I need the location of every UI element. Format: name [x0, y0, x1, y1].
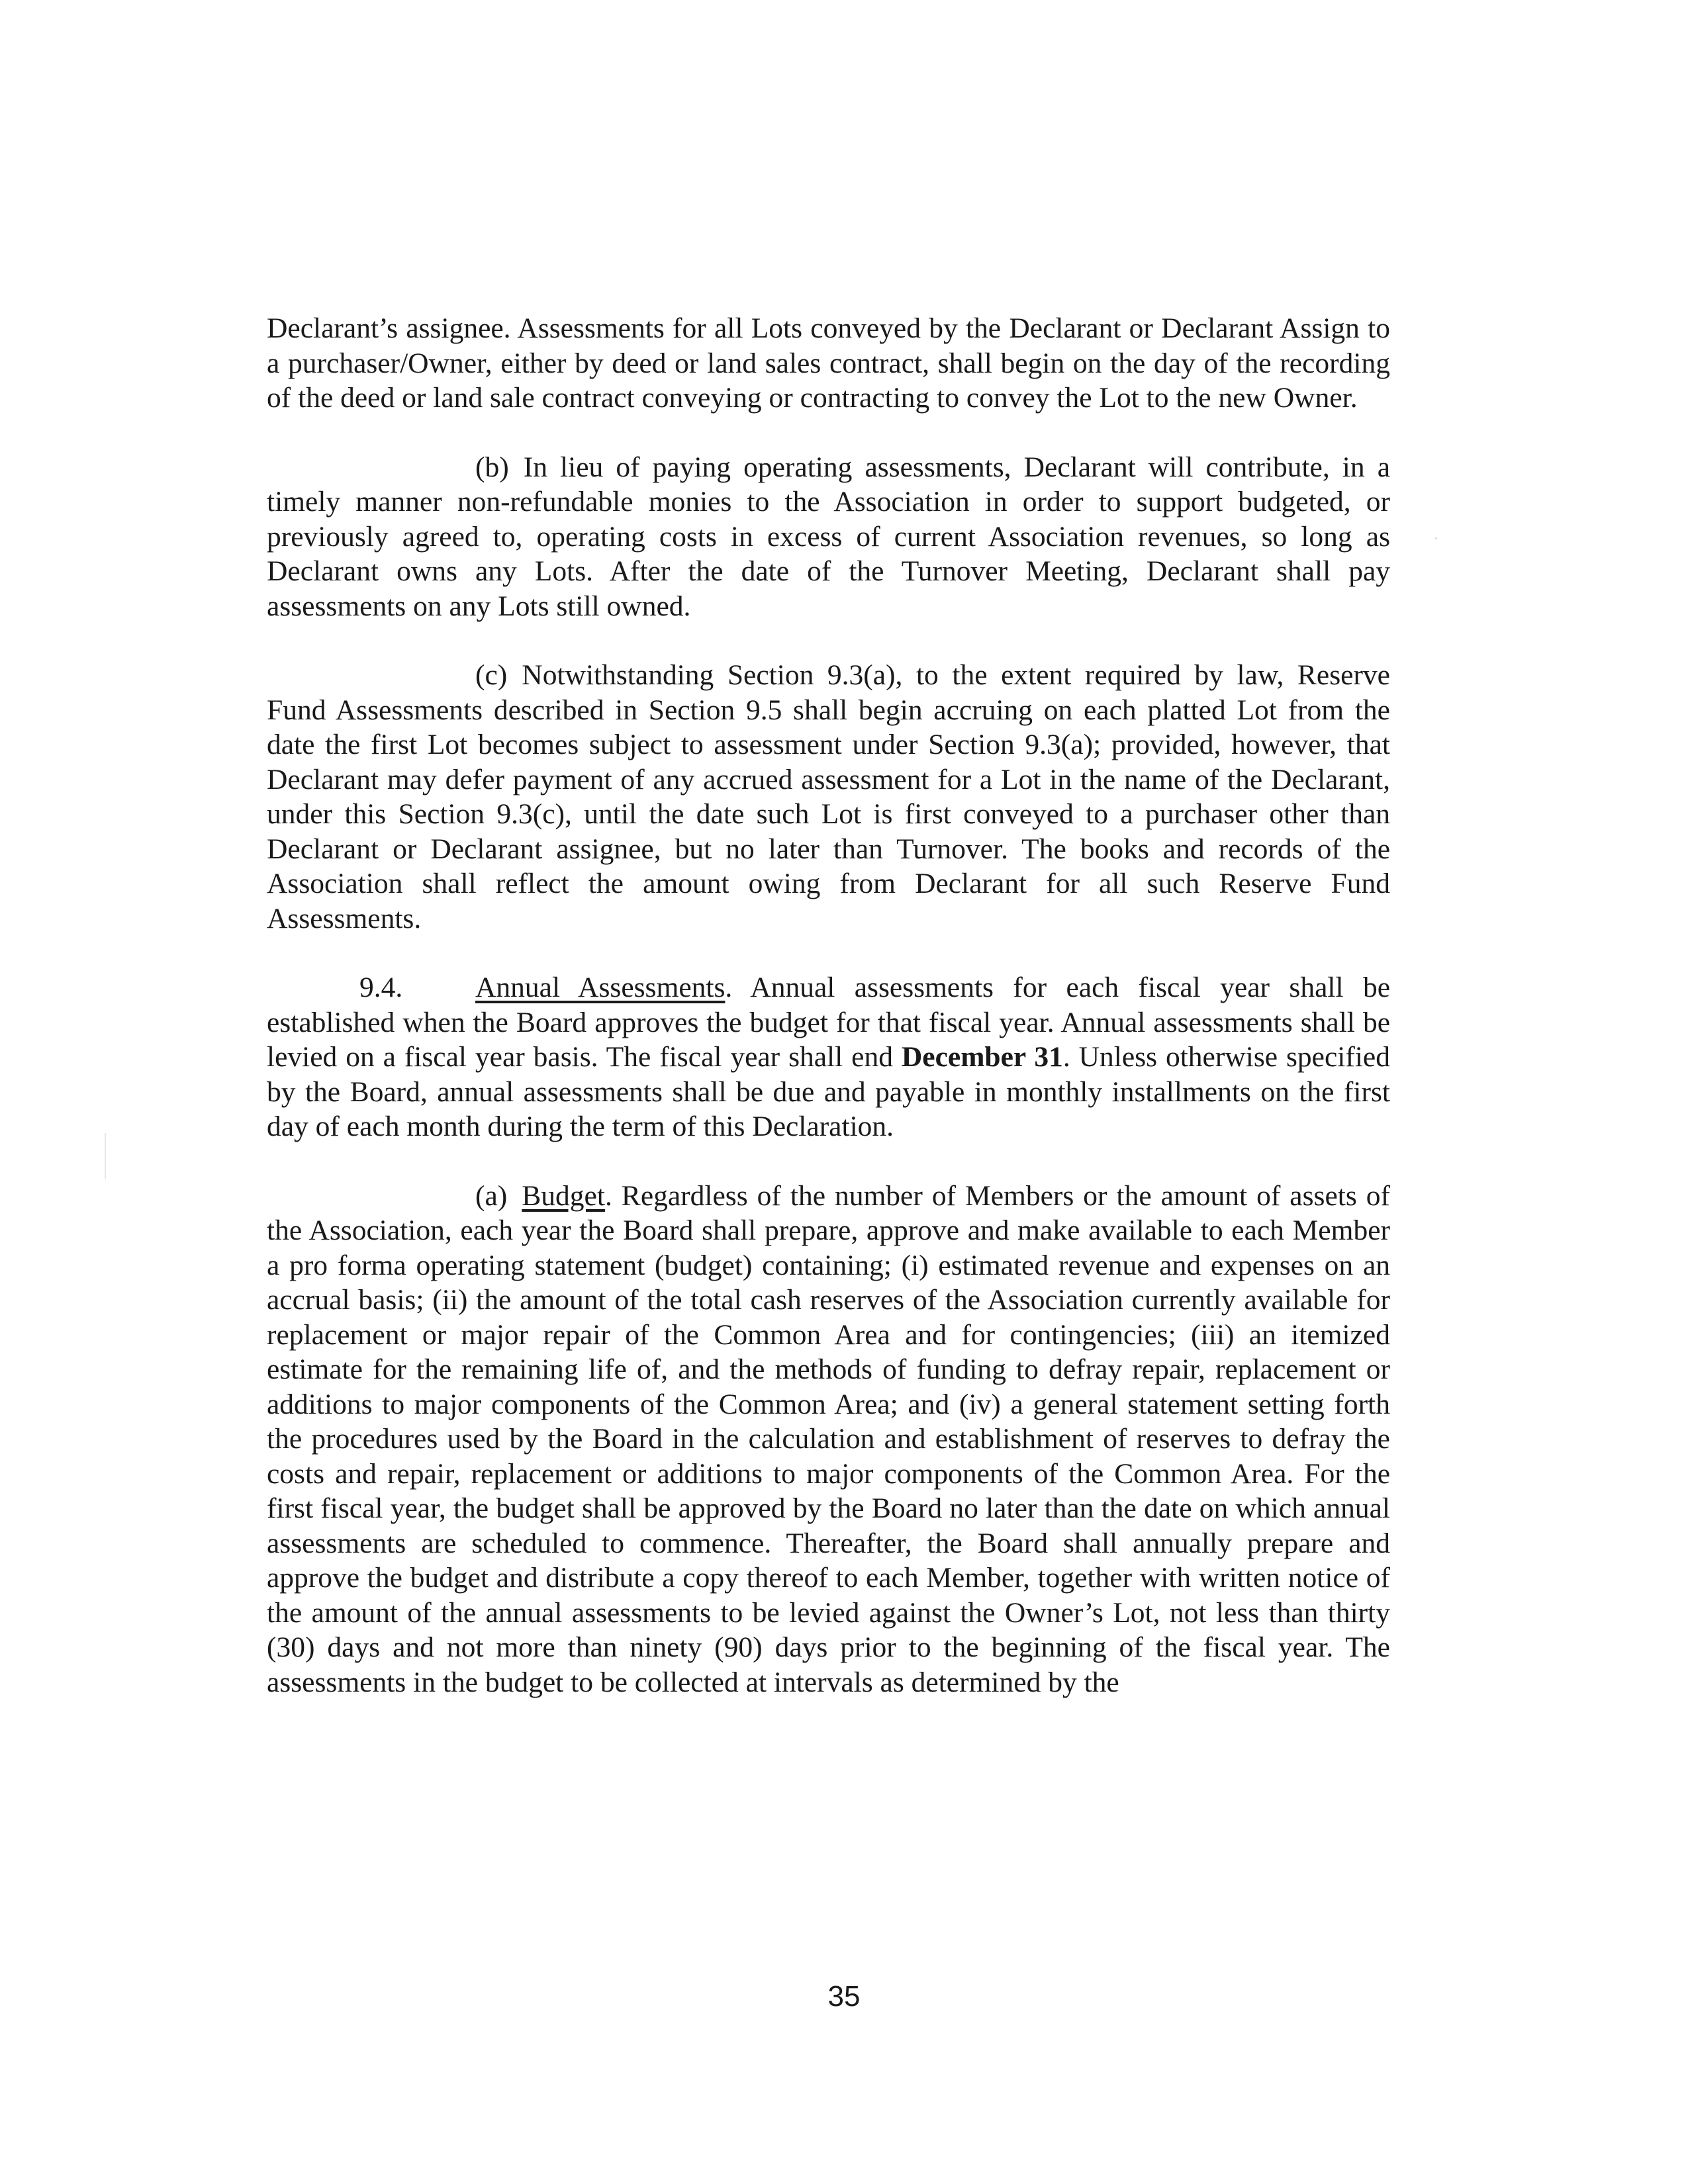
paragraph-text: . Annual assessments for each fiscal year shall be established when the Board approves the budget for that fiscal year. Annual assessments shall be levied on a fiscal year basis. The fiscal year shall end: [267, 972, 1391, 1073]
scan-speck: [1435, 537, 1437, 539]
paragraph-text: In lieu of paying operating assessments, Declarant will contribute, in a timely manner non-refundable monies to the Association in order to support budgeted, or previously agreed to, operating costs in excess of current Association revenues, so long as Declarant owns any Lots. After the date of the Turnover Meeting, Declarant shall pay assessments on any Lots still owned.: [267, 451, 1390, 622]
paragraph-text-continued: . Unless otherwise specified by the Board, annual assessments shall be due and payable in monthly installments on the first day of each month during the term of this Declaration.: [267, 1041, 1390, 1142]
paragraph-text: Notwithstanding Section 9.3(a), to the extent required by law, Reserve Fund Assessments described in Section 9.5 shall begin accruing on each platted Lot from the date the first Lot becomes subject to assessment under Section 9.3(a); provided, however, that Declarant may defer payment of any accrued assessment for a Lot in the name of the Declarant, under this Section 9.3(c), until the date such Lot is first conveyed to a purchaser other than Declarant or Declarant assignee, but no later than Turnover. The books and records of the Association shall reflect the amount owing from Declarant for all such Reserve Fund Assessments.: [267, 659, 1390, 934]
page-number: 35: [827, 1980, 861, 2013]
scan-margin-mark: [105, 1133, 106, 1179]
paragraph-text: . Regardless of the number of Members or the amount of assets of the Association, each year the Board shall prepare, approve and make available to each Member a pro forma operating statement (budget) containing; (i) estimated revenue and expenses on an accrual basis; (ii) the amount of the total cash reserves of the Association currently available for replacement or major repair of the Common Area and for contingencies; (iii) an itemized estimate for the remaining life of, and the methods of funding to defray repair, replacement or additions to major components of the Common Area; and (iv) a general statement setting forth the procedures used by the Board in the calculation and establishment of reserves to defray the costs and repair, replacement or additions to major components of the Common Area. For the first fiscal year, the budget shall be approved by the Board no later than the date on which annual assessments are scheduled to commence. Thereafter, the Board shall annually prepare and approve the budget and distribute a copy thereof to each Member, together with written notice of the amount of the annual assessments to be levied against the Owner’s Lot, not less than thirty (30) days and not more than ninety (90) days prior to the beginning of the fiscal year. The assessments in the budget to be collected at intervals as determined by the: [267, 1179, 1390, 1698]
section-9-4-annual-assessments: [267, 970, 1390, 1144]
paragraph-text: Declarant’s assignee. Assessments for all Lots conveyed by the Declarant or Declarant Assign to a purchaser/Owner, either by deed or land sales contract, shall begin on the day of the recording of the deed or land sale contract conveying or contracting to convey the Lot to the new Owner.: [267, 312, 1390, 414]
fiscal-year-end-date: December 31: [901, 1041, 1063, 1073]
subsection-heading: Budget: [522, 1179, 605, 1212]
section-heading: Annual Assessments: [475, 972, 726, 1003]
paragraph-a-budget: [267, 1179, 1390, 1700]
section-number: 9.4.: [359, 972, 403, 1003]
paragraph-assessments-commencement: [267, 311, 1390, 416]
subsection-label: (c): [475, 659, 508, 691]
page-body: [267, 311, 1390, 1734]
paragraph-b-declarant-contribution: [267, 450, 1390, 624]
paragraph-c-reserve-fund: [267, 658, 1390, 936]
subsection-label: (b): [475, 451, 509, 483]
subsection-label: (a): [475, 1179, 508, 1212]
